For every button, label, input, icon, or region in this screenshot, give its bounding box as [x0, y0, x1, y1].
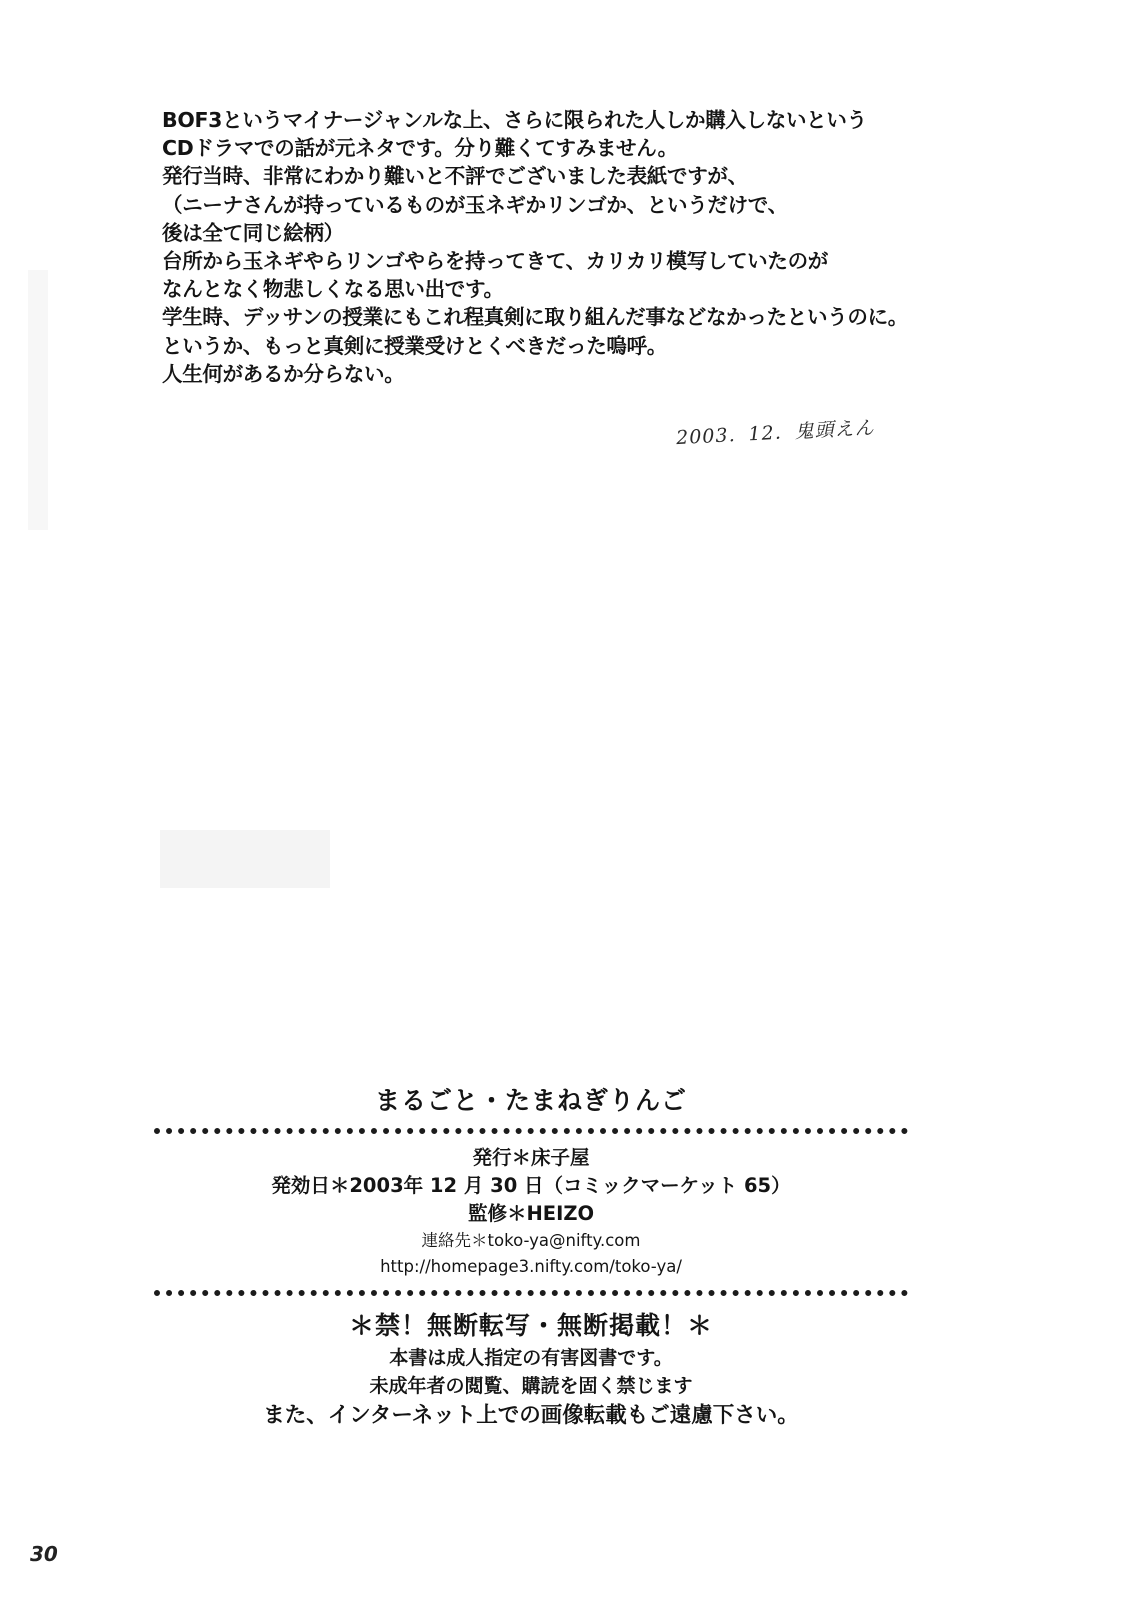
notice-line: 未成年者の閲覧、購読を固く禁じます	[369, 1375, 693, 1397]
dotted-divider	[154, 1290, 908, 1296]
publication-info	[150, 1144, 912, 1280]
website-url: http://homepage3.nifty.com/toko-ya/	[380, 1257, 682, 1276]
afterword-line: 発行当時、非常にわかり難いと不評でございました表紙ですが、	[162, 164, 748, 189]
page-number: 30	[30, 1542, 58, 1566]
book-title: まるごと・たまねぎりんご	[374, 1086, 687, 1115]
afterword-line: 台所から玉ネギやらリンゴやらを持ってきて、カリカリ模写していたのが	[162, 249, 828, 274]
afterword-line: （ニーナさんが持っているものが玉ネギかリンゴか、というだけで、	[162, 192, 788, 217]
afterword-line: 学生時、デッサンの授業にもこれ程真剣に取り組んだ事などなかったというのに。	[162, 305, 908, 330]
colophon	[150, 1084, 912, 1432]
author-signature: 2003．12．鬼頭えん	[675, 416, 876, 450]
scan-smudge	[28, 270, 48, 530]
afterword-text	[162, 106, 1022, 388]
afterword-line: CDドラマでの話が元ネタです。分り難くてすみません。	[162, 136, 678, 161]
afterword-line: 人生何があるか分らない。	[162, 361, 405, 386]
afterword-line: というか、もっと真剣に授業受けとくべきだった嗚呼。	[162, 333, 667, 358]
dotted-divider	[154, 1128, 908, 1134]
publisher: 発行＊床子屋	[472, 1146, 590, 1169]
supervisor: 監修＊HEIZO	[467, 1202, 595, 1225]
notice-headline: ＊禁！無断転写・無断掲載！＊	[348, 1311, 713, 1340]
contact-email: 連絡先＊toko-ya@nifty.com	[421, 1231, 641, 1250]
issue-date: 発効日＊2003年 12 月 30 日（コミックマーケット 65）	[271, 1174, 791, 1197]
afterword-line: BOF3というマイナージャンルな上、さらに限られた人しか購入しないという	[162, 108, 867, 132]
notice-line: 本書は成人指定の有害図書です。	[389, 1347, 673, 1369]
notice-line: また、インターネット上での画像転載もご遠慮下さい。	[263, 1403, 799, 1428]
copyright-notice	[150, 1308, 912, 1432]
afterword-line: なんとなく物悲しくなる思い出です。	[162, 277, 504, 302]
afterword-line: 後は全て同じ絵柄）	[162, 220, 344, 245]
scan-smudge	[160, 830, 330, 888]
